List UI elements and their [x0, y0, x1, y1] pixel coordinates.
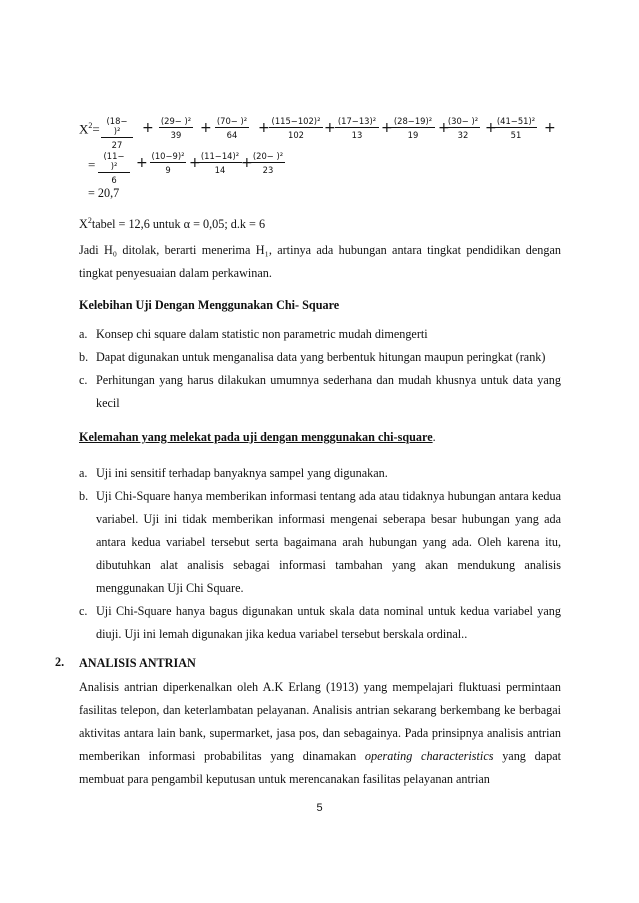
fraction-numerator: (11−14)² — [198, 151, 242, 163]
fraction-denominator: 14 — [214, 165, 226, 175]
fraction-denominator: 102 — [288, 130, 304, 140]
page-number: 5 — [316, 802, 323, 814]
fraction-numerator: (29− )² — [160, 116, 192, 126]
chi-square-table-value — [79, 213, 265, 232]
fraction-numerator: (17−13)² — [335, 116, 379, 128]
fraction — [251, 151, 285, 175]
list-item-text: Dapat digunakan untuk menganalisa data yang berbentuk hitungan maupun peringkat (rank) — [96, 350, 546, 364]
fraction — [198, 151, 242, 175]
fraction-numerator: (70− )² — [216, 116, 248, 126]
chi-exponent: 2 — [88, 121, 93, 130]
heading-period: . — [432, 430, 436, 444]
fraction-numerator: (41−51)² — [496, 116, 536, 126]
list-item-text: Uji Chi-Square hanya memberikan informasi tentang ada atau tidaknya hubungan antara kedua variabel. Uji ini tidak memberikan informasi mengenai seberapa besar hubungan yang ada antara kedua variabel tersebut serta bagaimana arah hubungan yang ada. Oleh karena itu, dibutuhkan alat analisis sebagai informasi tambahan yang akan mendukung analisis menggunakan Uji Chi Square. — [96, 489, 561, 595]
fraction-numerator: (11− )² — [98, 151, 130, 173]
plus-sign: + — [200, 120, 212, 136]
fraction-denominator: 13 — [351, 130, 363, 140]
chi-square-result: = 20,7 — [88, 186, 120, 200]
list-marker: b. — [79, 489, 89, 503]
list-item-text: Perhitungan yang harus dilakukan umumnya sederhana dan mudah khusnya untuk data yang kecil — [96, 373, 561, 410]
plus-sign: + — [136, 155, 148, 171]
fraction — [215, 116, 249, 140]
fraction-numerator: (30− )² — [447, 116, 479, 126]
conclusion-paragraph: Jadi H₀ ditolak, berarti menerima H₁, artinya ada hubungan antara tingkat pendidikan dengan tingkat penyesuaian dalam perkawinan. — [79, 243, 561, 280]
chi-symbol: X — [79, 121, 89, 137]
plus-sign: + — [241, 155, 253, 171]
fraction — [269, 116, 323, 140]
list-item — [79, 346, 561, 369]
fraction-denominator: 39 — [170, 130, 182, 140]
equals-sign: = — [92, 121, 100, 137]
fraction-numerator: (10−9)² — [151, 151, 185, 161]
list-item-text: Konsep chi square dalam statistic non parametric mudah dimengerti — [96, 327, 428, 341]
fraction-numerator: (115−102)² — [269, 116, 323, 128]
list-marker: c. — [79, 373, 88, 387]
fraction — [150, 151, 186, 175]
weaknesses-heading — [79, 429, 436, 445]
plus-sign: + — [142, 120, 154, 136]
advantages-heading: Kelebihan Uji Dengan Menggunakan Chi- Square — [79, 298, 340, 312]
list-marker: c. — [79, 604, 88, 618]
list-item — [79, 369, 561, 415]
equals-sign: = — [88, 157, 96, 172]
queue-analysis-paragraph — [79, 676, 561, 791]
plus-sign: + — [438, 120, 450, 136]
table-value-text: tabel = 12,6 untuk α = 0,05; d.k = 6 — [91, 217, 266, 232]
fraction — [101, 116, 133, 150]
fraction-denominator: 23 — [262, 165, 274, 175]
operating-characteristics-term: operating characteristics — [364, 749, 494, 763]
list-item-text: Uji ini sensitif terhadap banyaknya sampel yang digunakan. — [96, 466, 388, 480]
fraction — [391, 116, 435, 140]
fraction-numerator: (28−19)² — [391, 116, 435, 128]
list-marker: a. — [79, 466, 88, 480]
plus-sign: + — [485, 120, 497, 136]
fraction-numerator: (20− )² — [252, 151, 284, 161]
fraction-denominator: 32 — [457, 130, 469, 140]
fraction — [495, 116, 537, 140]
list-item — [79, 485, 561, 600]
chi-exponent: 2 — [87, 216, 92, 225]
fraction-denominator: 9 — [165, 165, 171, 175]
plus-sign: + — [381, 120, 393, 136]
chi-symbol: X — [79, 217, 88, 232]
list-marker: a. — [79, 327, 88, 341]
list-item — [79, 323, 561, 346]
plus-sign: + — [258, 120, 270, 136]
section-number: 2. — [55, 655, 65, 669]
fraction — [446, 116, 480, 140]
plus-sign: + — [544, 120, 556, 136]
weaknesses-list — [79, 462, 561, 646]
fraction-denominator: 27 — [111, 140, 123, 150]
plus-sign: + — [189, 155, 201, 171]
fraction-denominator: 51 — [510, 130, 522, 140]
paragraph-text: Analisis antrian diperkenalkan oleh A.K Erlang (1913) yang mempelajari fluktuasi permintaan fasilitas telepon, dan keterlambatan pelayanan. Analisis antrian sekarang berkembang ke berbagai aktivitas antara lain bank, supermarket, jasa pos, dan sebagainya. Pada prinsipnya analisis antrian memberikan informasi probabilitas yang dinamakan — [79, 680, 561, 763]
section-title: ANALISIS ANTRIAN — [79, 656, 196, 670]
advantages-list — [79, 323, 561, 415]
list-marker: b. — [79, 350, 89, 364]
fraction — [98, 151, 130, 185]
paragraph-text: yang dapat membuat para pengambil keputusan untuk merencanakan fasilitas pelayanan antrian — [79, 749, 561, 786]
list-item — [79, 600, 561, 646]
fraction — [335, 116, 379, 140]
weaknesses-heading-text: Kelemahan yang melekat pada uji dengan menggunakan chi-square — [79, 430, 433, 444]
fraction-denominator: 6 — [111, 175, 117, 185]
fraction-denominator: 19 — [407, 130, 419, 140]
fraction-denominator: 64 — [226, 130, 238, 140]
plus-sign: + — [324, 120, 336, 136]
fraction-numerator: (18− )² — [101, 116, 133, 138]
list-item — [79, 462, 561, 485]
list-item-text: Uji Chi-Square hanya bagus digunakan untuk skala data nominal untuk kedua variabel yang diuji. Uji ini lemah digunakan jika kedua variabel tersebut berskala ordinal.. — [96, 604, 561, 641]
fraction — [159, 116, 193, 140]
chi-square-symbol — [79, 121, 100, 137]
